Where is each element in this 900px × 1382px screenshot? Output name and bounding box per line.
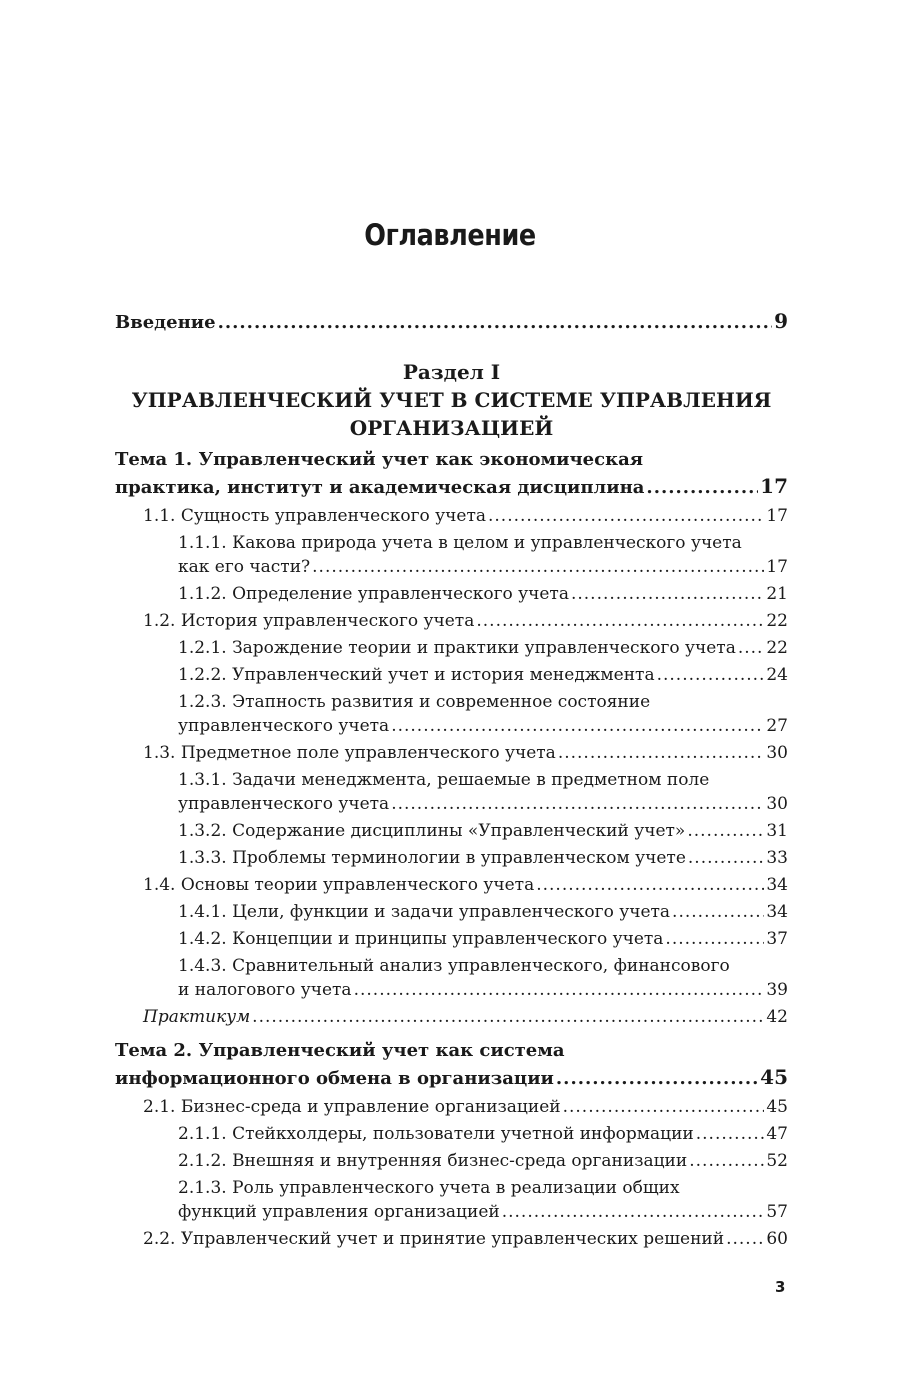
toc-entry-2-1-3-line-1[interactable]: 2.1.3. Роль управленческого учета в реализации общих	[178, 1178, 680, 1198]
toc-entry-2-2[interactable]	[115, 1227, 788, 1251]
toc-entry-text: 1.1. Сущность управленческого учета	[143, 506, 486, 526]
toc-entry-text: Введение	[115, 312, 216, 333]
toc-entry-intro[interactable]	[115, 308, 788, 336]
leader-dots	[391, 792, 764, 816]
toc-entry-1-4-3-line-1[interactable]: 1.4.3. Сравнительный анализ управленческого, финансового	[178, 956, 730, 976]
toc-entry-text: 1.2. История управленческого учета	[143, 611, 475, 631]
toc-entry-text: информационного обмена в организации	[115, 1068, 554, 1089]
leader-dots	[488, 504, 764, 528]
toc-entry-text: 1.1.2. Определение управленческого учета	[178, 584, 569, 604]
toc-entry-1-4[interactable]	[115, 873, 788, 897]
leader-dots	[688, 846, 764, 870]
toc-page-number: 37	[766, 929, 788, 949]
leader-dots	[556, 1065, 758, 1092]
toc-entry-text: 1.3.2. Содержание дисциплины «Управленческий учет»	[178, 821, 686, 841]
toc-entry-1-1-1[interactable]	[115, 555, 788, 579]
toc-entry-1-3-1-line-1[interactable]: 1.3.1. Задачи менеджмента, решаемые в предметном поле	[178, 770, 710, 790]
leader-dots	[558, 741, 765, 765]
toc-entry-text: 1.3. Предметное поле управленческого учета	[143, 743, 556, 763]
leader-dots	[672, 900, 764, 924]
toc-page-number: 47	[766, 1124, 788, 1144]
toc-entry-2-1-2[interactable]	[115, 1149, 788, 1173]
toc-entry-1-4-3[interactable]	[115, 978, 788, 1002]
section-title-line-1: УПРАВЛЕНЧЕСКИЙ УЧЕТ В СИСТЕМЕ УПРАВЛЕНИЯ	[131, 388, 772, 412]
toc-entry-1-2-2[interactable]	[115, 663, 788, 687]
leader-dots	[726, 1227, 764, 1251]
toc-entry-1-3-1[interactable]	[115, 792, 788, 816]
leader-dots	[657, 663, 765, 687]
toc-page-number: 34	[766, 902, 788, 922]
toc-entry-text: 2.1. Бизнес-среда и управление организацией	[143, 1097, 561, 1117]
toc-entry-1-3-3[interactable]	[115, 846, 788, 870]
leader-dots	[687, 819, 764, 843]
toc-entry-1-3[interactable]	[115, 741, 788, 765]
leader-dots	[536, 873, 764, 897]
page-title: Оглавление	[364, 218, 536, 252]
leader-dots	[738, 636, 765, 660]
toc-entry-1-1-1-line-1[interactable]: 1.1.1. Какова природа учета в целом и управленческого учета	[178, 533, 742, 553]
toc-entry-practicum[interactable]	[115, 1005, 788, 1029]
toc-page-number: 60	[766, 1229, 788, 1249]
toc-entry-text: 1.2.2. Управленческий учет и история менеджмента	[178, 665, 655, 685]
toc-entry-text: управленческого учета	[178, 716, 390, 736]
toc-page-number: 45	[760, 1065, 788, 1089]
theme-1-line-1[interactable]: Тема 1. Управленческий учет как экономическая	[115, 449, 644, 470]
leader-dots	[312, 555, 764, 579]
toc-entry-text: практика, институт и академическая дисциплина	[115, 477, 645, 498]
table-of-contents	[115, 308, 788, 1251]
toc-page-number: 9	[774, 309, 788, 333]
leader-dots	[476, 609, 764, 633]
toc-page-number: 17	[766, 506, 788, 526]
toc-page-number: 57	[766, 1202, 788, 1222]
toc-entry-text: управленческого учета	[178, 794, 390, 814]
toc-entry-2-1-3[interactable]	[115, 1200, 788, 1224]
toc-page-number: 24	[766, 665, 788, 685]
toc-entry-1-2-3[interactable]	[115, 714, 788, 738]
toc-entry-1-2-3-line-1[interactable]: 1.2.3. Этапность развития и современное состояние	[178, 692, 651, 712]
toc-page-number: 45	[766, 1097, 788, 1117]
toc-page-number: 39	[766, 980, 788, 1000]
toc-page-number: 22	[766, 638, 788, 658]
toc-page-number: 21	[766, 584, 788, 604]
section-title-line-2: ОРГАНИЗАЦИЕЙ	[349, 416, 554, 440]
toc-page-number: 42	[766, 1007, 788, 1027]
toc-page-number: 22	[766, 611, 788, 631]
leader-dots	[696, 1122, 765, 1146]
toc-entry-1-1-2[interactable]	[115, 582, 788, 606]
toc-entry-1-2-1[interactable]	[115, 636, 788, 660]
toc-entry-1-1[interactable]	[115, 504, 788, 528]
toc-entry-1-3-2[interactable]	[115, 819, 788, 843]
toc-entry-text: 1.3.3. Проблемы терминологии в управленческом учете	[178, 848, 686, 868]
toc-page-number: 33	[766, 848, 788, 868]
toc-entry-2-1-1[interactable]	[115, 1122, 788, 1146]
leader-dots	[218, 310, 772, 336]
toc-page-number: 52	[766, 1151, 788, 1171]
section-label: Раздел I	[402, 360, 501, 384]
toc-entry-1-4-2[interactable]	[115, 927, 788, 951]
toc-entry-text: 2.2. Управленческий учет и принятие управленческих решений	[143, 1229, 725, 1249]
toc-entry-theme-1[interactable]	[115, 473, 788, 501]
page-number: 3	[775, 1278, 786, 1296]
toc-page-number: 27	[766, 716, 788, 736]
toc-page-number: 30	[766, 794, 788, 814]
leader-dots	[646, 474, 758, 501]
toc-entry-text: Практикум	[143, 1007, 251, 1027]
toc-entry-text: 1.4.2. Концепции и принципы управленческого учета	[178, 929, 664, 949]
leader-dots	[391, 714, 764, 738]
leader-dots	[563, 1095, 765, 1119]
leader-dots	[571, 582, 764, 606]
toc-entry-text: 1.4.1. Цели, функции и задачи управленческого учета	[178, 902, 671, 922]
toc-entry-text: 2.1.1. Стейкхолдеры, пользователи учетной информации	[178, 1124, 694, 1144]
leader-dots	[502, 1200, 765, 1224]
toc-entry-text: как его части?	[178, 557, 311, 577]
toc-entry-text: 1.2.1. Зарождение теории и практики управленческого учета	[178, 638, 736, 658]
leader-dots	[252, 1005, 764, 1029]
leader-dots	[689, 1149, 764, 1173]
toc-page-number: 17	[766, 557, 788, 577]
toc-entry-text: и налогового учета	[178, 980, 352, 1000]
theme-2-line-1[interactable]: Тема 2. Управленческий учет как система	[115, 1040, 565, 1061]
toc-page-number: 34	[766, 875, 788, 895]
toc-entry-theme-2[interactable]	[115, 1064, 788, 1092]
toc-entry-1-4-1[interactable]	[115, 900, 788, 924]
toc-page-number: 31	[766, 821, 788, 841]
toc-page-number: 17	[760, 474, 788, 498]
toc-entry-text: 1.4. Основы теории управленческого учета	[143, 875, 535, 895]
toc-page-number: 30	[766, 743, 788, 763]
toc-entry-text: 2.1.2. Внешняя и внутренняя бизнес-среда организации	[178, 1151, 688, 1171]
toc-entry-text: функций управления организацией	[178, 1202, 500, 1222]
toc-entry-1-2[interactable]	[115, 609, 788, 633]
leader-dots	[665, 927, 764, 951]
toc-entry-2-1[interactable]	[115, 1095, 788, 1119]
leader-dots	[354, 978, 765, 1002]
